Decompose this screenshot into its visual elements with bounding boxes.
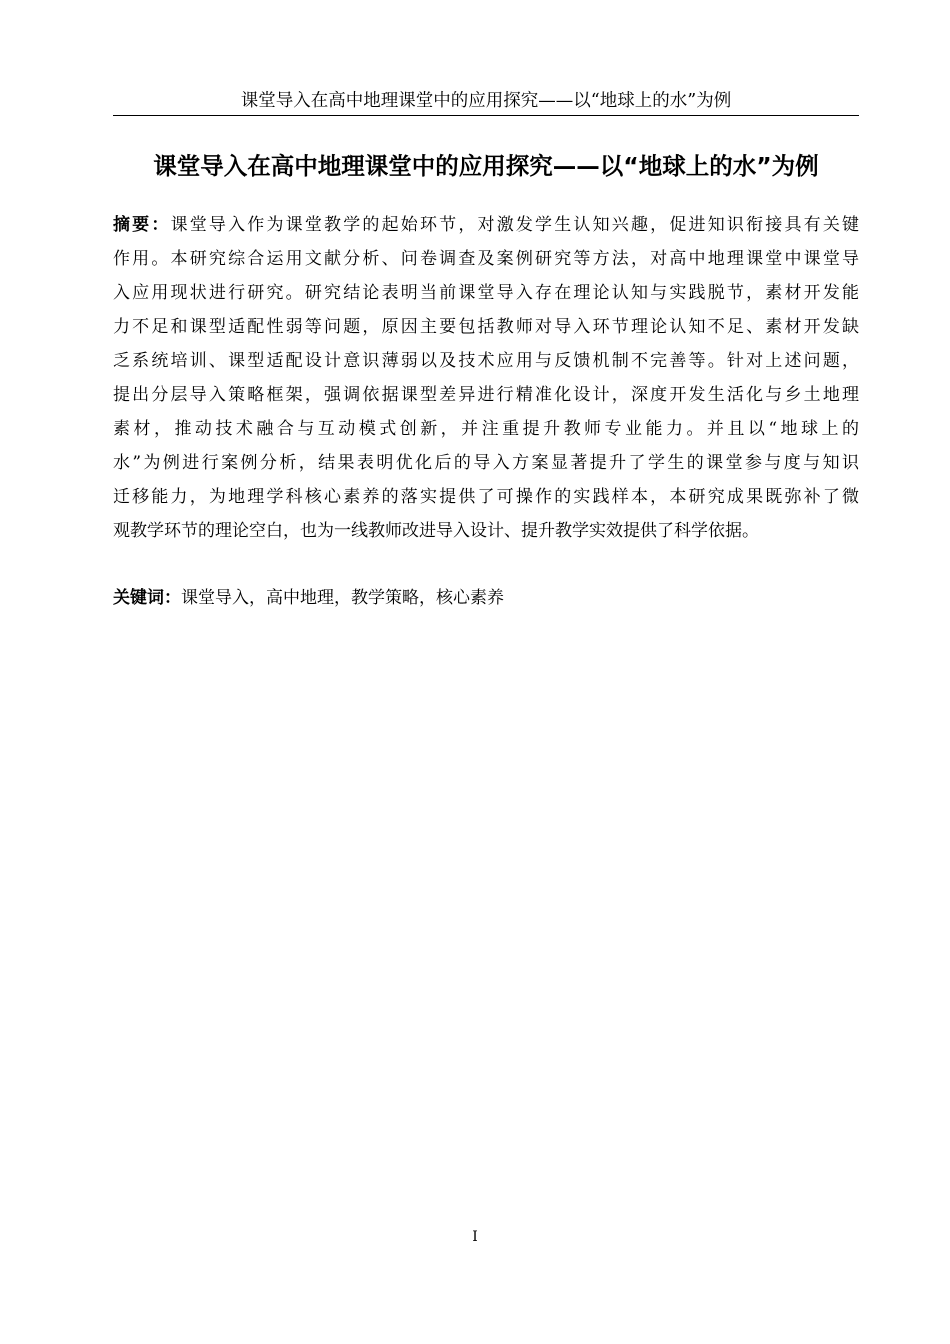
document-title: 课堂导入在高中地理课堂中的应用探究——以“地球上的水”为例 (153, 152, 819, 180)
abstract-line: 提出分层导入策略框架，强调依据课型差异进行精准化设计，深度开发生活化与乡土地理 (113, 385, 859, 405)
abstract-line: 水”为例进行案例分析，结果表明优化后的导入方案显著提升了学生的课堂参与度与知识 (113, 453, 859, 473)
abstract-line: 素材，推动技术融合与互动模式创新，并注重提升教师专业能力。并且以“地球上的 (113, 419, 859, 439)
abstract-line: 乏系统培训、课型适配设计意识薄弱以及技术应用与反馈机制不完善等。针对上述问题， (113, 351, 859, 371)
abstract-line: 入应用现状进行研究。研究结论表明当前课堂导入存在理论认知与实践脱节，素材开发能 (113, 283, 859, 303)
abstract-section (113, 208, 859, 548)
abstract-text: 课堂导入作为课堂教学的起始环节，对激发学生认知兴趣，促进知识衔接具有关键 (170, 215, 860, 235)
keywords-section (113, 581, 859, 615)
abstract-line (113, 208, 859, 242)
running-header: 课堂导入在高中地理课堂中的应用探究——以“地球上的水”为例 (240, 91, 732, 111)
abstract-line: 力不足和课型适配性弱等问题，原因主要包括教师对导入环节理论认知不足、素材开发缺 (113, 317, 859, 337)
keywords-text: 课堂导入，高中地理，教学策略，核心素养 (181, 588, 504, 608)
page-number: I (472, 1229, 478, 1245)
abstract-line: 作用。本研究综合运用文献分析、问卷调查及案例研究等方法，对高中地理课堂中课堂导 (113, 249, 859, 269)
abstract-label: 摘要： (113, 215, 171, 235)
keywords-label: 关键词： (113, 588, 181, 608)
header-divider (113, 115, 859, 116)
abstract-line: 观教学环节的理论空白，也为一线教师改进导入设计、提升教学实效提供了科学依据。 (113, 521, 759, 541)
abstract-line: 迁移能力，为地理学科核心素养的落实提供了可操作的实践样本，本研究成果既弥补了微 (113, 487, 859, 507)
